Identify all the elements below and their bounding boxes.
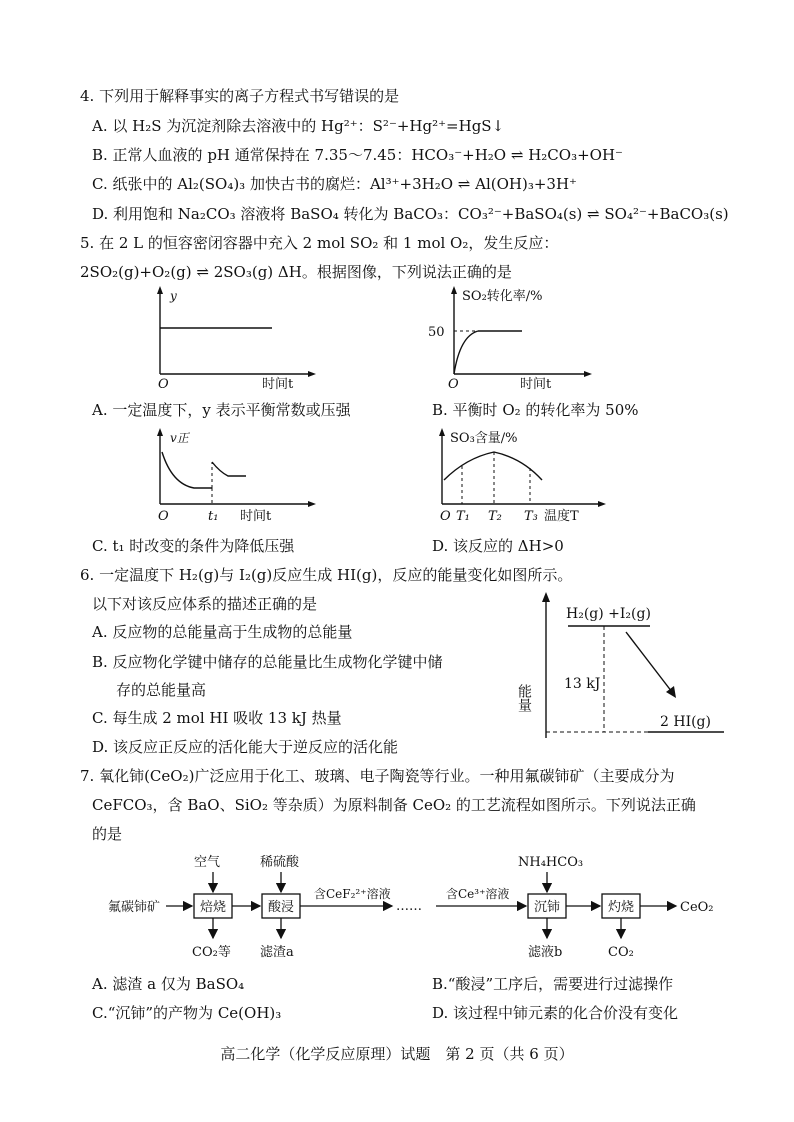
graph-c-decay-curve [162, 452, 212, 488]
q6-option-d: D. 该反应正反应的活化能大于逆反应的活化能 [92, 738, 399, 756]
graph-b-origin: O [448, 377, 459, 390]
q5-option-b: B. 平衡时 O₂ 的转化率为 50% [432, 401, 639, 419]
q7-option-a: A. 滤渣 a 仅为 BaSO₄ [92, 975, 245, 993]
graph-d-xlabel: 温度T [544, 509, 579, 524]
graph-a-xlabel: 时间t [262, 377, 294, 390]
graph-b-xlabel: 时间t [520, 377, 552, 390]
q4-stem: 4. 下列用于解释事实的离子方程式书写错误的是 [80, 87, 400, 105]
flow-step-roast: 焙烧 [200, 900, 227, 915]
q4-option-d: D. 利用饱和 Na₂CO₃ 溶液将 BaSO₄ 转化为 BaCO₃：CO₃²⁻+BaSO₄(s) ⇌ SO₄²⁻+BaCO₃(s) [92, 205, 729, 223]
q5-graph-d [430, 424, 606, 532]
graph-d-t1: T₁ [456, 509, 470, 524]
q6-stem-line2: 以下对该反应体系的描述正确的是 [92, 595, 318, 613]
q7-option-c: C.“沉铈”的产物为 Ce(OH)₃ [92, 1004, 282, 1022]
flow-in-nh4hco3: NH₄HCO₃ [518, 855, 584, 870]
flow-out-filtrate-b: 滤液b [528, 945, 563, 960]
q5-stem-line1: 5. 在 2 L 的恒容密闭容器中充入 2 mol SO₂ 和 1 mol O₂，发生反应： [80, 234, 559, 252]
q5-option-d: D. 该反应的 ΔH>0 [432, 537, 564, 555]
q7-stem-line2: CeFCO₃，含 BaO、SiO₂ 等杂质）为原料制备 CeO₂ 的工艺流程如图所示。下列说法正确 [92, 796, 696, 814]
q7-stem-line3: 的是 [92, 825, 123, 843]
flow-step-calcine: 灼烧 [608, 900, 635, 915]
graph-b-level: 50 [428, 325, 445, 340]
q5-graph-c [150, 424, 320, 532]
flow-mid2: 含Ce³⁺溶液 [446, 887, 510, 901]
delta-label: 13 kJ [564, 676, 601, 692]
q5-graph-b [426, 282, 596, 390]
graph-a-ylabel: y [170, 289, 177, 303]
flow-out-residue-a: 滤渣a [260, 945, 294, 960]
page-footer: 高二化学（化学反应原理）试题 第 2 页（共 6 页） [220, 1045, 574, 1063]
flow-step-acid: 酸浸 [268, 900, 295, 915]
flow-in-acid: 稀硫酸 [260, 855, 300, 870]
q7-option-b: B.“酸浸”工序后，需要进行过滤操作 [432, 975, 674, 993]
graph-d-origin: O [440, 509, 451, 524]
graph-c-origin: O [158, 509, 169, 524]
flow-dots: …… [396, 899, 422, 914]
energy-axis-label: 能量 [516, 684, 532, 712]
flow-in-air: 空气 [194, 855, 221, 870]
q5-option-c: C. t₁ 时改变的条件为降低压强 [92, 537, 295, 555]
q6-stem-line1: 6. 一定温度下 H₂(g)与 I₂(g)反应生成 HI(g)，反应的能量变化如图所示。 [80, 566, 573, 584]
q4-option-c: C. 纸张中的 Al₂(SO₄)₃ 加快古书的腐烂：Al³⁺+3H₂O ⇌ Al(OH)₃+3H⁺ [92, 175, 577, 193]
q4-option-b: B. 正常人血液的 pH 通常保持在 7.35～7.45：HCO₃⁻+H₂O ⇌ H₂CO₃+OH⁻ [92, 146, 623, 164]
q7-flow-chart [100, 848, 740, 966]
graph-c-ylabel: v正 [170, 431, 189, 445]
graph-d-t2: T₂ [488, 509, 502, 524]
flow-end: CeO₂ [680, 900, 714, 915]
graph-a-origin: O [158, 377, 169, 390]
flow-out-co2: CO₂等 [192, 945, 231, 960]
flow-start: 氟碳铈矿 [108, 900, 161, 915]
graph-d-t3: T₃ [524, 509, 538, 524]
q6-option-c: C. 每生成 2 mol HI 吸收 13 kJ 热量 [92, 709, 342, 727]
graph-d-ylabel: SO₃含量/% [450, 431, 518, 446]
reaction-arrow [626, 632, 672, 692]
q6-option-b-line2: 存的总能量高 [116, 681, 207, 699]
q7-option-d: D. 该过程中铈元素的化合价没有变化 [432, 1004, 679, 1022]
q6-option-a: A. 反应物的总能量高于生成物的总能量 [92, 623, 353, 641]
graph-b-ylabel: SO₂转化率/% [462, 289, 543, 304]
flow-mid1: 含CeF₂²⁺溶液 [314, 887, 391, 901]
graph-b-rise-curve [454, 331, 478, 374]
graph-d-curve [444, 452, 542, 480]
q7-stem-line1: 7. 氧化铈(CeO₂)广泛应用于化工、玻璃、电子陶瓷等行业。一种用氟碳铈矿（主要成分为 [80, 767, 675, 785]
graph-c-t1: t₁ [208, 509, 219, 524]
reactants-label: H₂(g) +I₂(g) [566, 606, 651, 622]
flow-out-co2-2: CO₂ [608, 945, 634, 960]
q6-energy-diagram [510, 588, 730, 748]
product-label: 2 HI(g) [660, 714, 711, 730]
flow-step-precip: 沉铈 [534, 900, 561, 915]
q5-stem-line2: 2SO₂(g)+O₂(g) ⇌ 2SO₃(g) ΔH。根据图像，下列说法正确的是 [80, 263, 512, 281]
q6-option-b-line1: B. 反应物化学键中储存的总能量比生成物化学键中储 [92, 653, 443, 671]
q5-graph-a [150, 282, 320, 390]
graph-c-after-change [212, 462, 246, 476]
graph-c-xlabel: 时间t [240, 509, 272, 524]
q5-option-a: A. 一定温度下，y 表示平衡常数或压强 [92, 401, 351, 419]
q4-option-a: A. 以 H₂S 为沉淀剂除去溶液中的 Hg²⁺：S²⁻+Hg²⁺=HgS↓ [92, 117, 505, 135]
